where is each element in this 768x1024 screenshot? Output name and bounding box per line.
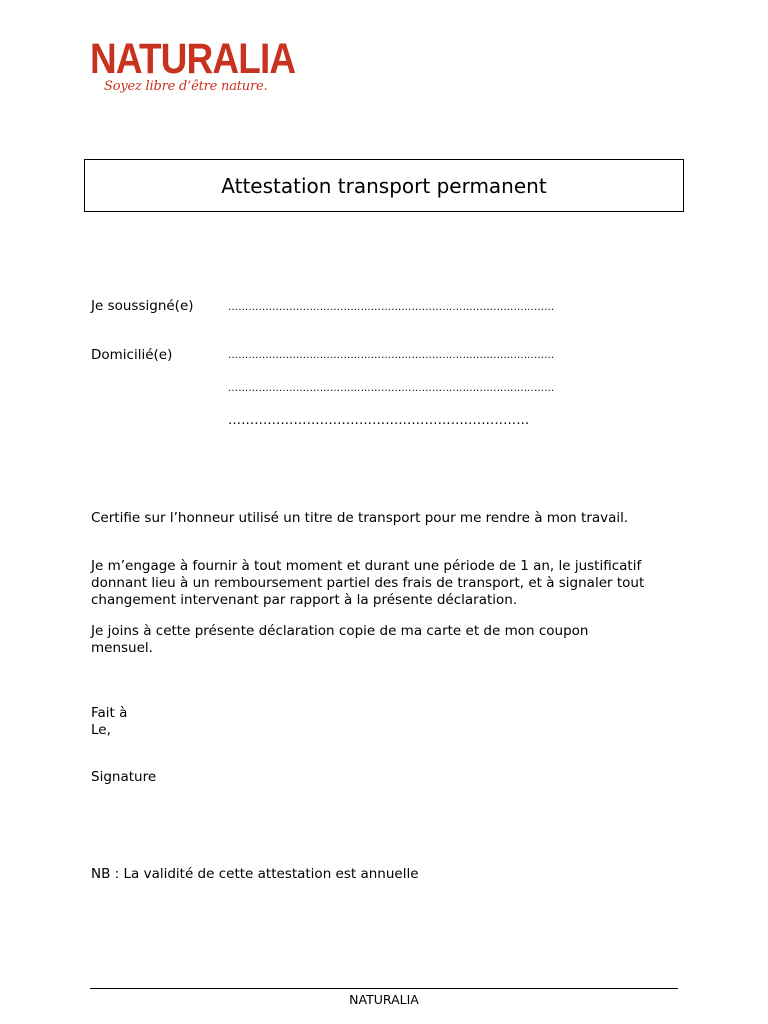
joins-line-1: Je joins à cette présente déclaration copie de ma carte et de mon coupon [91, 623, 589, 639]
joins-paragraph [91, 623, 588, 657]
document-title-box [84, 159, 684, 212]
footer-divider [90, 988, 678, 989]
logo-tagline: Soyez libre d’être nature. [104, 79, 268, 94]
name-blank-line: …………………………………………………………………………………… [228, 302, 555, 313]
name-label: Je soussigné(e) [91, 298, 194, 314]
signoff-block [91, 705, 127, 739]
document-title: Attestation transport permanent [221, 173, 547, 198]
signature-label: Signature [91, 769, 157, 785]
naturalia-logo: NATURALIA [90, 35, 296, 83]
address-blank-line-3: …………………………………………………………… [228, 413, 530, 428]
certify-paragraph: Certifie sur l’honneur utilisé un titre de transport pour me rendre à mon travail. [91, 510, 629, 526]
engage-paragraph [91, 558, 644, 609]
date-label: Le, [91, 722, 111, 738]
engage-line-3: changement intervenant par rapport à la présente déclaration. [91, 592, 518, 608]
address-blank-line-2: …………………………………………………………………………………… [228, 383, 555, 394]
address-label: Domicilié(e) [91, 347, 173, 363]
place-label: Fait à [91, 705, 128, 721]
address-blank-line-1: …………………………………………………………………………………… [228, 350, 555, 361]
joins-line-2: mensuel. [91, 640, 153, 656]
validity-note: NB : La validité de cette attestation est annuelle [91, 866, 419, 882]
footer-label: NATURALIA [349, 992, 419, 1007]
engage-line-2: donnant lieu à un remboursement partiel des frais de transport, et à signaler tout [91, 575, 645, 591]
engage-line-1: Je m’engage à fournir à tout moment et durant une période de 1 an, le justificatif [91, 558, 642, 574]
